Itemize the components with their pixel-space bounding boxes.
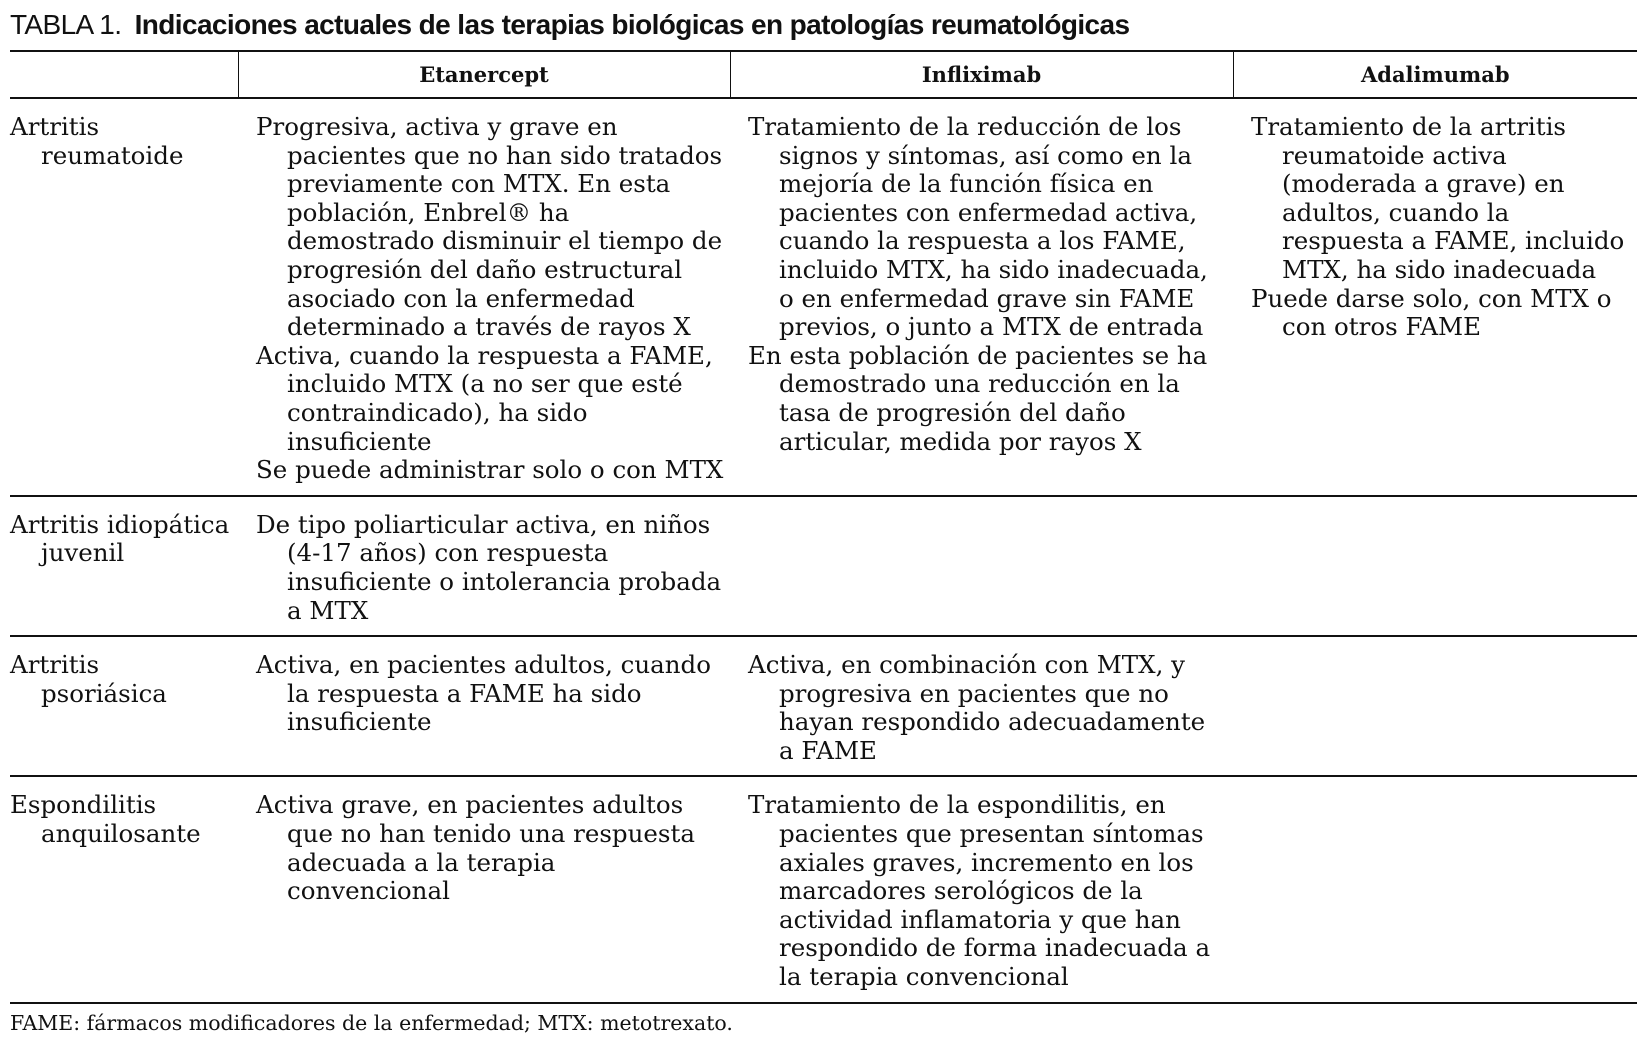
indication-text: Progresiva, activa y grave en pacientes que no han sido tratados previamente con MTX. En esta población, Enbrel® ha demostrado disminuir el tiempo de progresión del daño estructural asociado con la enfermedad determinado a través de rayos X xyxy=(256,112,723,342)
document-page xyxy=(10,6,1640,1036)
table-header xyxy=(10,51,1637,98)
condition-name: Artritis reumatoide xyxy=(10,112,184,170)
table-caption xyxy=(10,6,1640,48)
table-label: TABLA 1. xyxy=(10,9,122,40)
etanercept-cell xyxy=(238,98,730,496)
indication-text: Activa grave, en pacientes adultos que no han tenido una respuesta adecuada a la terapia convencional xyxy=(256,790,695,906)
adalimumab-cell xyxy=(1233,636,1637,776)
infliximab-cell xyxy=(730,776,1233,1002)
condition-name: Artritis psoriásica xyxy=(10,650,167,708)
header-row xyxy=(10,51,1637,98)
indication-text: Tratamiento de la artritis reumatoide activa (moderada a grave) en adultos, cuando la respuesta a FAME, incluido MTX, ha sido inadecuada xyxy=(1251,112,1625,284)
condition-name: Artritis idiopática juvenil xyxy=(10,509,230,568)
indication-text: Tratamiento de la espondilitis, en pacientes que presentan síntomas axiales graves, incremento en los marcadores serológicos de la actividad inflamatoria y que han respondido de forma inadecuada a la terapia convencional xyxy=(748,790,1211,992)
indications-table xyxy=(10,50,1637,1004)
condition-name: Espondilitis anquilosante xyxy=(10,790,201,849)
indication-text: Activa, cuando la respuesta a FAME, incluido MTX (a no ser que esté contraindicado), ha sido insuficiente xyxy=(256,340,713,456)
etanercept-cell xyxy=(238,776,730,1002)
condition-cell xyxy=(10,496,238,636)
condition-cell xyxy=(10,98,238,496)
table-row xyxy=(10,98,1637,496)
table-row xyxy=(10,636,1637,776)
indication-text: Se puede administrar solo o con MTX xyxy=(256,455,724,485)
table-row xyxy=(10,776,1637,1002)
indication-text: Activa, en pacientes adultos, cuando la respuesta a FAME ha sido insuficiente xyxy=(256,650,711,737)
table-title: Indicaciones actuales de las terapias biológicas en patologías reumatológicas xyxy=(134,9,1130,40)
adalimumab-cell xyxy=(1233,776,1637,1002)
indication-text: En esta población de pacientes se ha demostrado una reducción en la tasa de progresión del daño articular, medida por rayos X xyxy=(748,340,1208,456)
table-body xyxy=(10,98,1637,1003)
indication-text: Activa, en combinación con MTX, y progresiva en pacientes que no hayan respondido adecuadamente a FAME xyxy=(748,650,1206,765)
etanercept-cell xyxy=(238,636,730,776)
condition-cell xyxy=(10,776,238,1002)
table-row xyxy=(10,496,1637,636)
table-footnote: FAME: fármacos modificadores de la enfermedad; MTX: metotrexato. xyxy=(10,1010,733,1035)
indication-text: Tratamiento de la reducción de los signos y síntomas, así como en la mejoría de la función física en pacientes con enfermedad activa, cuando la respuesta a los FAME, incluido MTX, ha sido inadecuada, o en enfermedad grave sin FAME previos, o junto a MTX de entrada xyxy=(748,112,1208,342)
infliximab-cell xyxy=(730,636,1233,776)
adalimumab-cell xyxy=(1233,98,1637,496)
infliximab-cell xyxy=(730,98,1233,496)
header-etanercept: Etanercept xyxy=(238,51,730,98)
etanercept-cell xyxy=(238,496,730,636)
header-empty-cell xyxy=(10,51,238,98)
condition-cell xyxy=(10,636,238,776)
infliximab-cell xyxy=(730,496,1233,636)
indication-text: De tipo poliarticular activa, en niños (4-17 años) con respuesta insuficiente o intolerancia probada a MTX xyxy=(256,509,722,625)
header-infliximab: Infliximab xyxy=(730,51,1233,98)
header-adalimumab: Adalimumab xyxy=(1233,51,1637,98)
indication-text: Puede darse solo, con MTX o con otros FAME xyxy=(1251,283,1612,342)
adalimumab-cell xyxy=(1233,496,1637,636)
